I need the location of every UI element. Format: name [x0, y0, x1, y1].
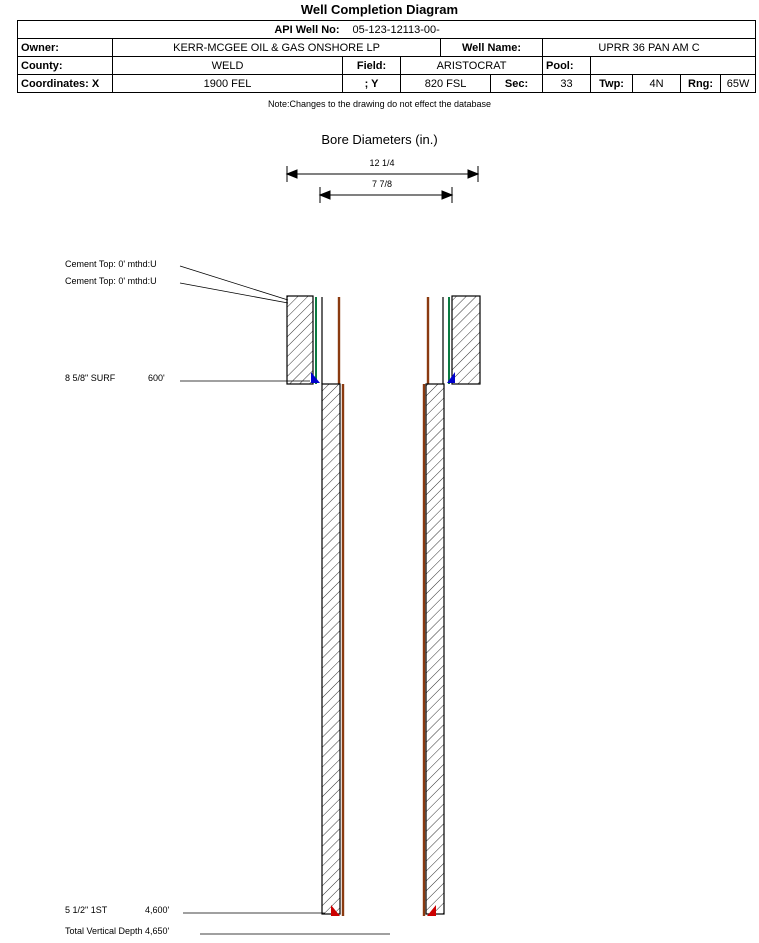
api-label: API Well No:: [18, 21, 343, 39]
well-header-table: [17, 20, 756, 93]
county-value: WELD: [113, 57, 343, 75]
sec-label: Sec:: [491, 75, 543, 93]
surface-casing-left: [287, 296, 339, 384]
annotation-leader-lines: [180, 266, 390, 934]
annotation-cement-top-2: Cement Top: 0' mthd:U: [65, 276, 157, 286]
annotation-total-depth: Total Vertical Depth 4,650': [65, 926, 170, 936]
coord-y-value: 820 FSL: [401, 75, 491, 93]
pool-value: [591, 57, 756, 75]
county-label: County:: [18, 57, 113, 75]
surface-casing-right: [428, 296, 480, 384]
page-title: Well Completion Diagram: [300, 2, 459, 17]
table-row-owner: [18, 39, 756, 57]
annotation-first-casing-depth: 4,600': [145, 905, 170, 915]
coord-x-value: 1900 FEL: [113, 75, 343, 93]
rng-label: Rng:: [681, 75, 721, 93]
table-row-county: [18, 57, 756, 75]
bore-outer-diameter-label: 12 1/4: [369, 158, 395, 168]
rng-value: 65W: [721, 75, 756, 93]
pool-label: Pool:: [543, 57, 591, 75]
drawing-note: Note:Changes to the drawing do not effect the database: [268, 99, 491, 109]
wellname-label: Well Name:: [441, 39, 543, 57]
production-casing-shoe-markers: [331, 905, 436, 916]
annotation-surface-casing: 8 5/8" SURF: [65, 373, 116, 383]
field-value: ARISTOCRAT: [401, 57, 543, 75]
surface-casing-shoe-markers: [311, 372, 455, 383]
owner-label: Owner:: [18, 39, 113, 57]
sec-value: 33: [543, 75, 591, 93]
table-row-api: [18, 21, 756, 39]
annotation-cement-top-1: Cement Top: 0' mthd:U: [65, 259, 157, 269]
coord-y-label: ; Y: [343, 75, 401, 93]
bore-diameters-title: Bore Diameters (in.): [321, 132, 438, 147]
api-value: 05-123-12113-00-: [343, 21, 756, 39]
field-label: Field:: [343, 57, 401, 75]
annotation-surface-casing-depth: 600': [148, 373, 165, 383]
annotation-first-casing: 5 1/2" 1ST: [65, 905, 108, 915]
production-casing-right: [424, 384, 444, 916]
twp-value: 4N: [633, 75, 681, 93]
owner-value: KERR-MCGEE OIL & GAS ONSHORE LP: [113, 39, 441, 57]
twp-label: Twp:: [591, 75, 633, 93]
bore-inner-diameter-label: 7 7/8: [371, 179, 393, 189]
production-casing-left: [322, 384, 343, 916]
table-row-coordinates: [18, 75, 756, 93]
wellname-value: UPRR 36 PAN AM C: [543, 39, 756, 57]
coordinates-label: Coordinates: X: [18, 75, 113, 93]
